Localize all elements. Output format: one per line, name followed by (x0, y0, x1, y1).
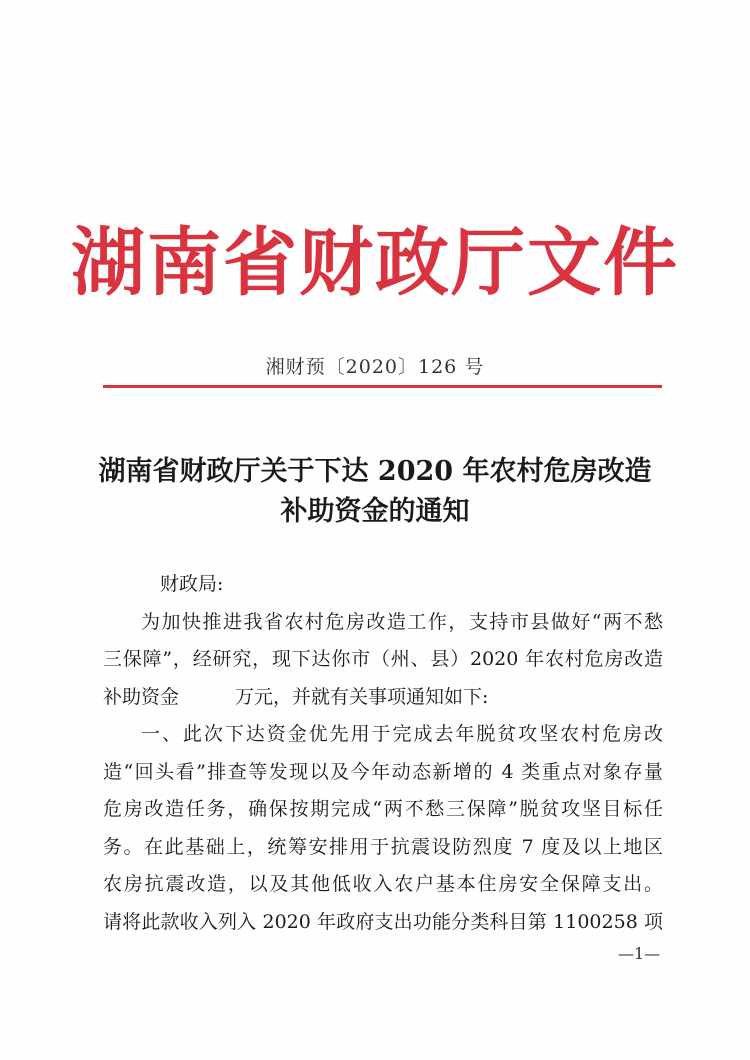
paragraph-2-line-2: 造“回头看”排查等发现以及今年动态新增的 4 类重点对象存量 (103, 760, 663, 783)
amount-tail: 万元，并就有关事项通知如下: (235, 685, 489, 708)
page-number: —1— (618, 944, 661, 963)
paragraph-2-line-1: 一、此次下达资金优先用于完成去年脱贫攻坚农村危房改 (141, 723, 663, 745)
document-title (0, 452, 750, 532)
title-line-2: 补助资金的通知 (280, 496, 470, 527)
title-line-1: 湖南省财政厅关于下达 2020 年农村危房改造 (98, 456, 652, 487)
paragraph-2-line-3: 危房改造任务，确保按期完成“两不愁三保障”脱贫攻坚目标任 (103, 798, 663, 820)
paragraph-1-line-1: 为加快推进我省农村危房改造工作，支持市县做好“两不愁 (141, 610, 663, 633)
paragraph-1-line-3 (103, 679, 663, 717)
document-body (103, 566, 663, 941)
document-number: 湘财预〔2020〕126 号 (265, 356, 485, 378)
paragraph-2-line-5: 农房抗震改造，以及其他低收入农户基本住房安全保障支出。 (103, 873, 663, 895)
amount-label: 补助资金 (103, 685, 180, 708)
salutation: 财政局: (160, 573, 224, 595)
paragraph-2-line-6: 请将此款收入列入 2020 年政府支出功能分类科目第 1100258 项 (103, 910, 663, 933)
paragraph-1-line-2: 三保障”，经研究，现下达你市（州、县）2020 年农村危房改造 (103, 648, 663, 670)
paragraph-2-line-4: 务。在此基础上，统筹安排用于抗震设防烈度 7 度及以上地区 (103, 835, 663, 858)
issuer-masthead: 湖南省财政厅文件 (71, 220, 679, 306)
red-divider-line (103, 385, 662, 388)
